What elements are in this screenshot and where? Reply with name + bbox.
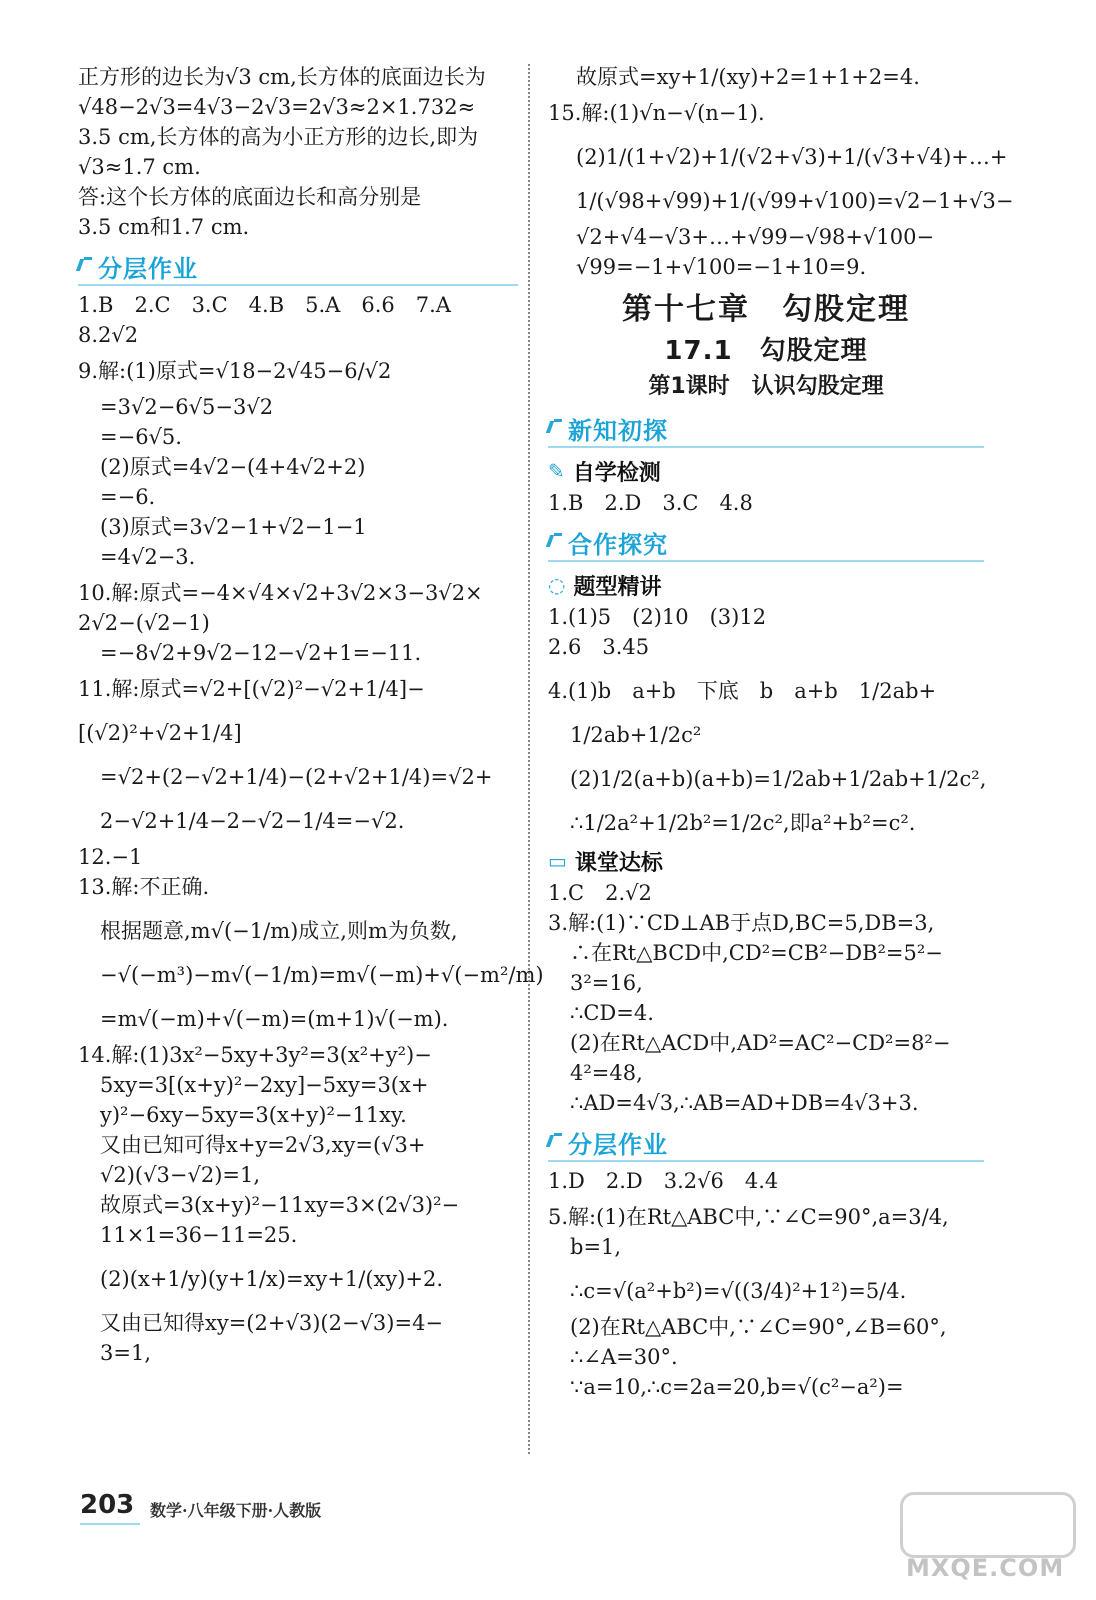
lightbulb-icon: ◌ — [548, 573, 566, 597]
column-divider — [528, 64, 530, 1454]
section-marker-icon — [548, 1133, 562, 1151]
intro-line: √48−2√3=4√3−2√3=2√3≈2×1.732≈ — [78, 95, 476, 119]
class-line: ∴CD=4. — [570, 1001, 654, 1025]
layer-line: 1.D 2.D 3.2√6 4.4 — [548, 1169, 779, 1193]
subheader-title: 题型精讲 — [573, 574, 662, 600]
class-line: (2)在Rt△ACD中,AD²=AC²−CD²=8²− — [570, 1031, 951, 1055]
layer-line: ∵a=10,∴c=2a=20,b=√(c²−a²)= — [570, 1375, 904, 1399]
q12-line: 12.−1 — [78, 845, 143, 869]
q15-line: 15.解:(1)√n−√(n−1). — [548, 101, 765, 125]
section-header-new-knowledge — [548, 410, 984, 448]
watermark-logo-icon — [900, 1492, 1076, 1558]
q10-line: 2√2−(√2−1) — [78, 611, 210, 635]
left-column — [78, 62, 544, 1368]
q11-line: [(√2)²+√2+1/4] — [78, 721, 242, 745]
lesson-heading: 第1课时 认识勾股定理 — [648, 374, 884, 399]
section-marker-icon — [548, 533, 562, 551]
subheader-title: 课堂达标 — [574, 850, 663, 876]
types-line: 1/2ab+1/2c² — [570, 723, 702, 747]
layer-line: (2)在Rt△ABC中,∵∠C=90°,∠B=60°, — [570, 1315, 947, 1339]
q9-line: =4√2−3. — [100, 545, 196, 569]
q9-line: =−6. — [100, 485, 156, 509]
q10-line: 10.解:原式=−4×√4×√2+3√2×3−3√2× — [78, 581, 483, 605]
answer-line: 8.2√2 — [78, 323, 139, 347]
section-heading: 17.1 勾股定理 — [664, 336, 868, 366]
q14-line: 5xy=3[(x+y)²−2xy]−5xy=3(x+ — [100, 1073, 429, 1097]
q13-line: −√(−m³)−m√(−1/m)=m√(−m)+√(−m²/m) — [100, 963, 544, 987]
answer-line: 1.B 2.D 3.C 4.8 — [548, 491, 753, 515]
section-title: 分层作业 — [568, 1130, 668, 1159]
q14-conclusion: 故原式=xy+1/(xy)+2=1+1+2=4. — [576, 65, 920, 89]
section-marker-icon — [78, 257, 92, 275]
q14-line: 14.解:(1)3x²−5xy+3y²=3(x²+y²)− — [78, 1043, 432, 1067]
layer-line: b=1, — [570, 1235, 622, 1259]
layer-line: ∴c=√(a²+b²)=√((3/4)²+1²)=5/4. — [570, 1279, 907, 1303]
section-header-layered-homework — [78, 248, 518, 286]
q11-line: 2−√2+1/4−2−√2−1/4=−√2. — [100, 809, 405, 833]
watermark — [900, 1492, 1070, 1584]
q14-line: √2)(√3−√2)=1, — [100, 1163, 261, 1187]
q14-line: 故原式=3(x+y)²−11xy=3×(2√3)²− — [100, 1193, 460, 1217]
section-header-layered-homework — [548, 1124, 984, 1162]
subheader-title: 自学检测 — [572, 460, 661, 486]
book-info: 数学·八年级下册·人教版 — [150, 1501, 322, 1520]
class-line: 1.C 2.√2 — [548, 881, 652, 905]
q11-line: 11.解:原式=√2+[(√2)²−√2+1/4]− — [78, 677, 425, 701]
page-number-underline — [80, 1523, 140, 1525]
class-line: ∴在Rt△BCD中,CD²=CB²−DB²=5²− — [570, 941, 943, 965]
class-line: 3.解:(1)∵CD⊥AB于点D,BC=5,DB=3, — [548, 911, 935, 935]
q9-line: =3√2−6√5−3√2 — [100, 395, 274, 419]
chapter-title: 第十七章 勾股定理 — [622, 292, 910, 327]
q13-line: =m√(−m)+√(−m)=(m+1)√(−m). — [100, 1007, 449, 1031]
subheader-class-goals — [548, 846, 984, 876]
q9-line: =−6√5. — [100, 425, 182, 449]
subheader-question-types — [548, 570, 984, 600]
types-line: 4.(1)b a+b 下底 b a+b 1/2ab+ — [548, 679, 937, 703]
subheader-self-check — [548, 456, 984, 486]
section-marker-icon — [548, 419, 562, 437]
q15-line: 1/(√98+√99)+1/(√99+√100)=√2−1+√3− — [576, 189, 1014, 213]
watermark-text: MXQE.COM — [906, 1554, 1065, 1582]
page-number: 203 — [80, 1490, 135, 1520]
q10-line: =−8√2+9√2−12−√2+1=−11. — [100, 641, 422, 665]
q14-line: y)²−6xy−5xy=3(x+y)²−11xy. — [100, 1103, 407, 1127]
q14-line: 又由已知得xy=(2+√3)(2−√3)=4− — [100, 1311, 444, 1335]
intro-line: 3.5 cm,长方体的高为小正方形的边长,即为 — [78, 125, 479, 149]
class-line: 3²=16, — [570, 971, 643, 995]
q11-line: =√2+(2−√2+1/4)−(2+√2+1/4)=√2+ — [100, 765, 493, 789]
q14-line: 11×1=36−11=25. — [100, 1223, 298, 1247]
book-icon: ▭ — [548, 849, 567, 873]
intro-line: √3≈1.7 cm. — [78, 155, 201, 179]
layer-line: ∴∠A=30°. — [570, 1345, 678, 1369]
q15-line: (2)1/(1+√2)+1/(√2+√3)+1/(√3+√4)+…+ — [576, 145, 1008, 169]
answer-line: 1.B 2.C 3.C 4.B 5.A 6.6 7.A — [78, 293, 451, 317]
q14-line: (2)(x+1/y)(y+1/x)=xy+1/(xy)+2. — [100, 1267, 444, 1291]
class-line: 4²=48, — [570, 1061, 643, 1085]
q9-line: (3)原式=3√2−1+√2−1−1 — [100, 515, 367, 539]
q9-line: 9.解:(1)原式=√18−2√45−6/√2 — [78, 359, 392, 383]
q13-line: 13.解:不正确. — [78, 875, 210, 899]
types-line: 1.(1)5 (2)10 (3)12 — [548, 605, 767, 629]
right-column — [548, 62, 1014, 1402]
intro-line: 正方形的边长为√3 cm,长方体的底面边长为 — [78, 65, 486, 89]
types-line: ∴1/2a²+1/2b²=1/2c²,即a²+b²=c². — [570, 811, 916, 835]
q15-line: √99=−1+√100=−1+10=9. — [576, 255, 867, 279]
pencil-icon: ✎ — [548, 459, 565, 483]
q9-line: (2)原式=4√2−(4+4√2+2) — [100, 455, 366, 479]
section-header-cooperative-inquiry — [548, 524, 984, 562]
types-line: (2)1/2(a+b)(a+b)=1/2ab+1/2ab+1/2c², — [570, 767, 987, 791]
q14-line: 又由已知可得x+y=2√3,xy=(√3+ — [100, 1133, 426, 1157]
intro-line: 3.5 cm和1.7 cm. — [78, 215, 250, 239]
q14-line: 3=1, — [100, 1341, 151, 1365]
layer-line: 5.解:(1)在Rt△ABC中,∵∠C=90°,a=3/4, — [548, 1205, 949, 1229]
types-line: 2.6 3.45 — [548, 635, 650, 659]
section-title: 分层作业 — [98, 254, 198, 283]
section-title: 合作探究 — [568, 530, 668, 559]
class-line: ∴AD=4√3,∴AB=AD+DB=4√3+3. — [570, 1091, 919, 1115]
intro-line: 答:这个长方体的底面边长和高分别是 — [78, 185, 422, 209]
section-title: 新知初探 — [568, 416, 668, 445]
q15-line: √2+√4−√3+…+√99−√98+√100− — [576, 225, 935, 249]
q13-line: 根据题意,m√(−1/m)成立,则m为负数, — [100, 919, 458, 943]
